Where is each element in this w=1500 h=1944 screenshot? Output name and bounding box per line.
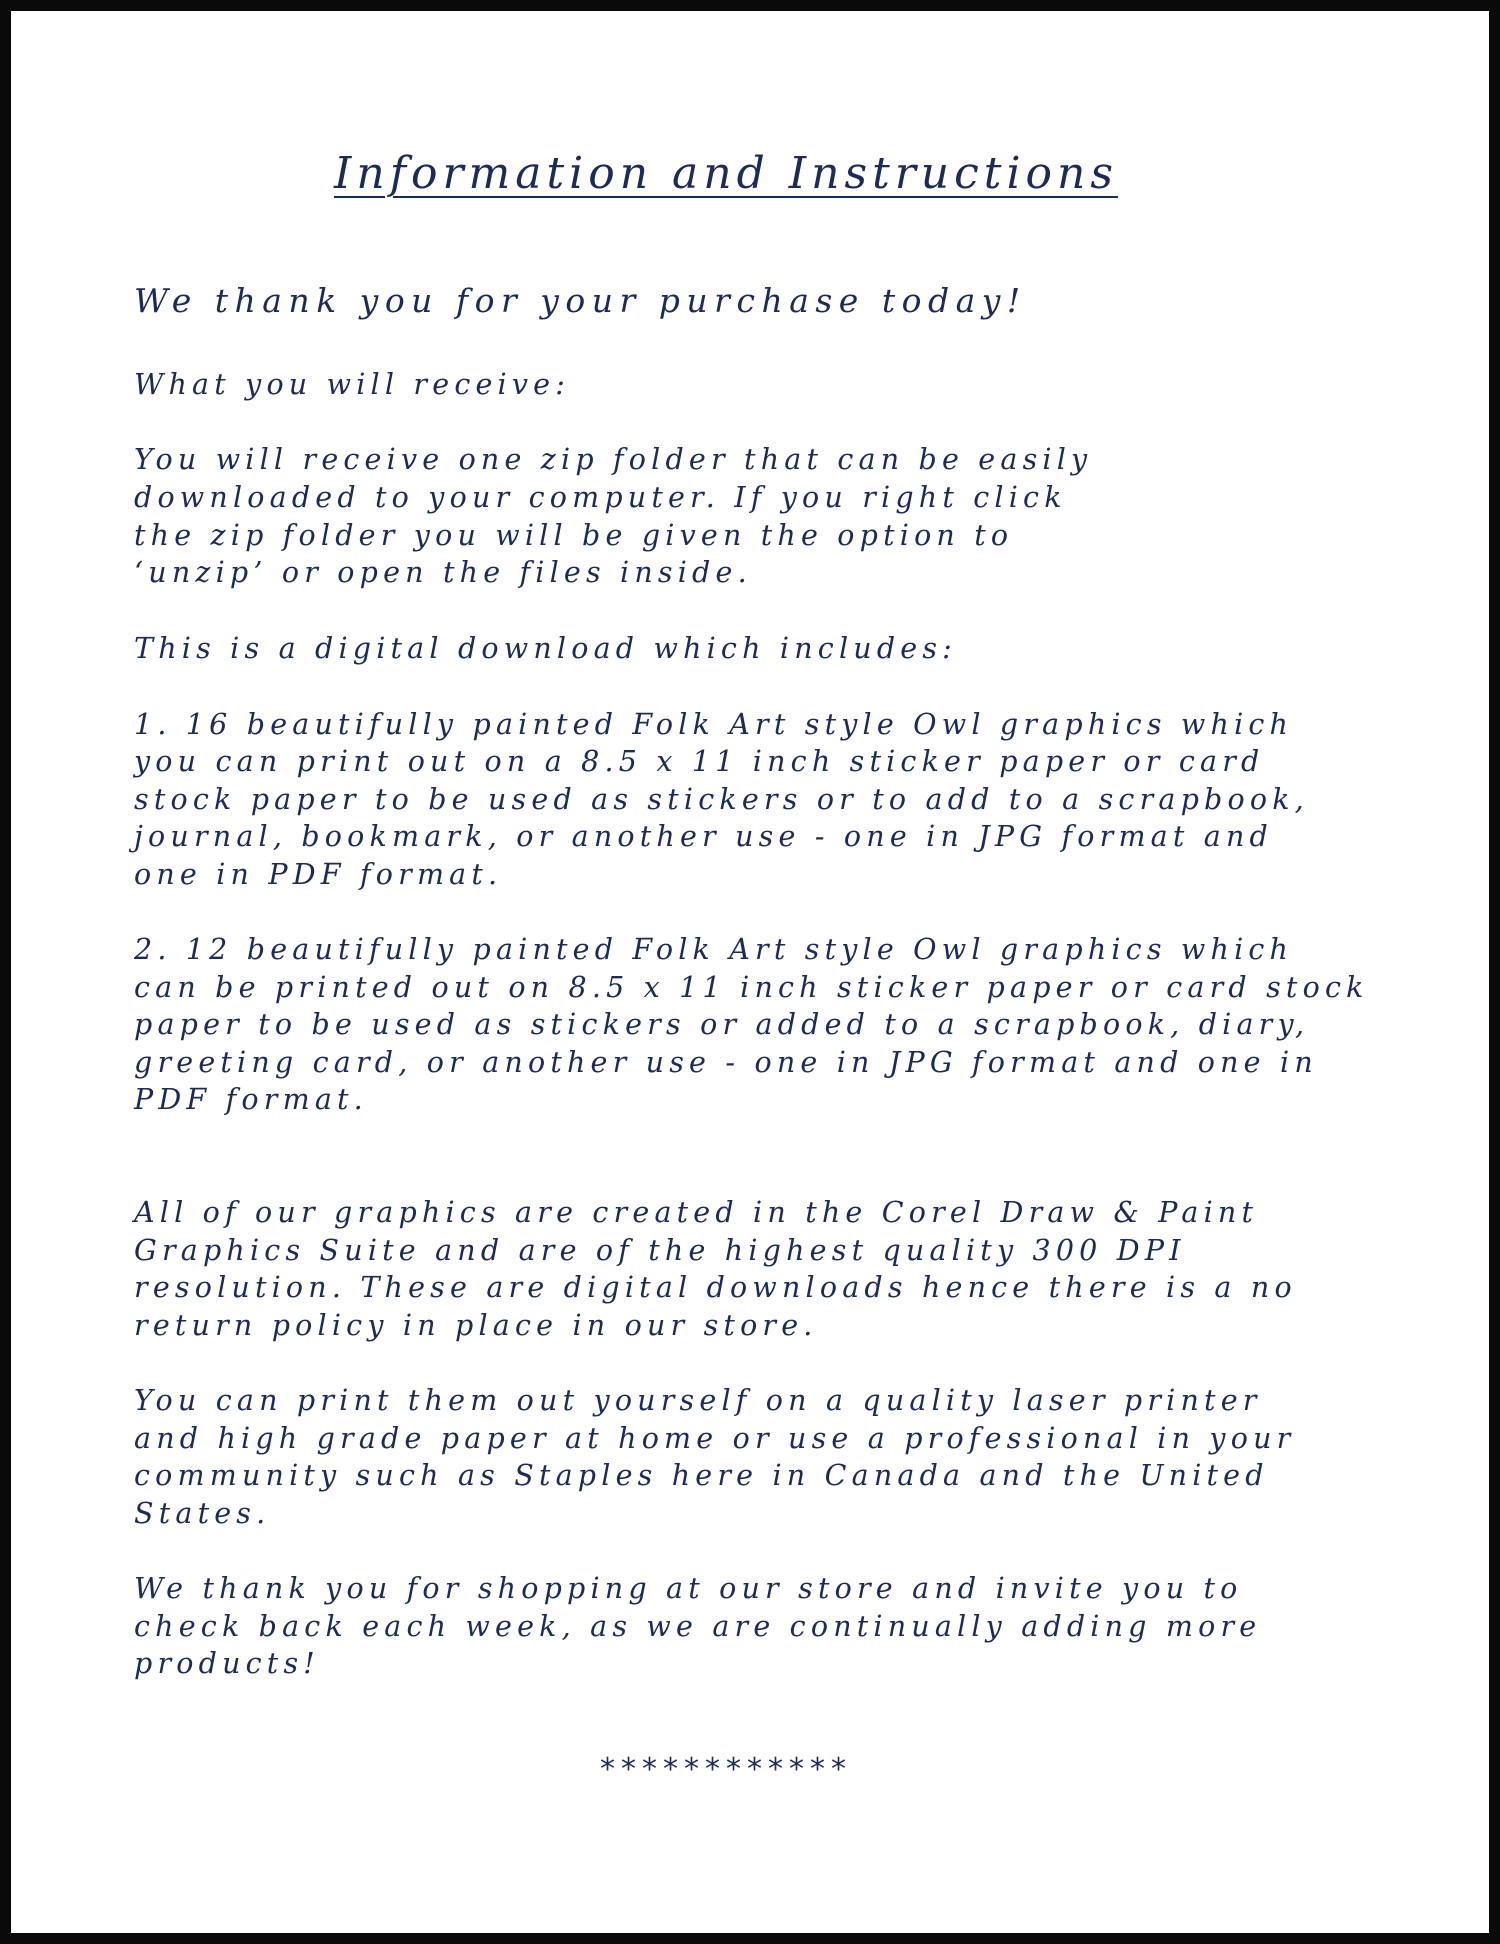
zip-text-line: You will receive one zip folder that can be easily	[134, 443, 1093, 476]
print-text-line: and high grade paper at home or use a professional in your	[134, 1422, 1296, 1455]
item-1-line: journal, bookmark, or another use - one in JPG format and	[134, 820, 1273, 853]
receive-heading: What you will receive:	[134, 368, 571, 401]
item-1-line: you can print out on a 8.5 x 11 inch sticker paper or card	[134, 745, 1265, 778]
closing-text-line: products!	[134, 1647, 320, 1680]
item-2-line: greeting card, or another use - one in JPG format and one in	[134, 1046, 1318, 1079]
print-text-line: States.	[134, 1497, 271, 1530]
item-2-line: can be printed out on 8.5 x 11 inch sticker paper or card stock	[134, 971, 1369, 1004]
thank-you-heading: We thank you for your purchase today!	[134, 281, 1027, 320]
zip-text-line: ‘unzip’ or open the files inside.	[134, 556, 752, 589]
page-title: Information and Instructions	[334, 148, 1118, 199]
closing-text-line: We thank you for shopping at our store and invite you to	[134, 1572, 1243, 1605]
zip-text-line: downloaded to your computer. If you right click	[134, 481, 1067, 514]
corel-text-line: return policy in place in our store.	[134, 1309, 818, 1342]
item-2-line: 2. 12 beautifully painted Folk Art style Owl graphics which	[134, 933, 1294, 966]
item-2-line: PDF format.	[134, 1083, 368, 1116]
separator-stars: ************	[600, 1752, 852, 1787]
print-text-line: community such as Staples here in Canada and the United	[134, 1459, 1269, 1492]
item-1-line: 1. 16 beautifully painted Folk Art style Owl graphics which	[134, 708, 1294, 741]
item-1-line: one in PDF format.	[134, 858, 503, 891]
includes-heading: This is a digital download which includes:	[134, 632, 957, 665]
corel-text-line: resolution. These are digital downloads hence there is a no	[134, 1271, 1297, 1304]
item-2-line: paper to be used as stickers or added to a scrapbook, diary,	[134, 1008, 1310, 1041]
zip-text-line: the zip folder you will be given the option to	[134, 519, 1014, 552]
print-text-line: You can print them out yourself on a quality laser printer	[134, 1384, 1262, 1417]
corel-text-line: All of our graphics are created in the Corel Draw & Paint	[134, 1196, 1259, 1229]
closing-text-line: check back each week, as we are continually adding more	[134, 1610, 1262, 1643]
corel-text-line: Graphics Suite and are of the highest quality 300 DPI	[134, 1234, 1186, 1267]
item-1-line: stock paper to be used as stickers or to add to a scrapbook,	[134, 783, 1309, 816]
